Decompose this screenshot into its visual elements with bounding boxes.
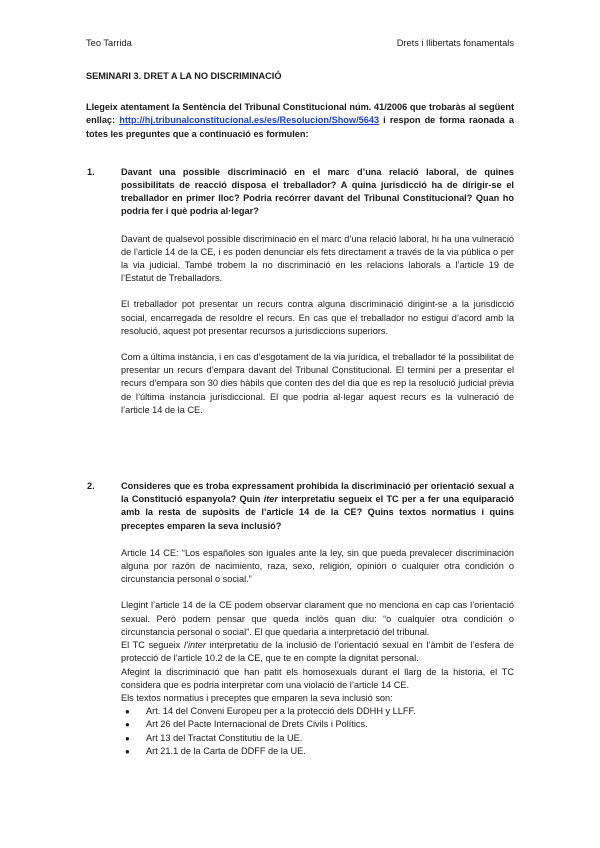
bullet-icon: ● bbox=[125, 746, 130, 756]
bullet-icon: ● bbox=[125, 720, 130, 730]
answer-paragraph: Com a última instància, i en cas d’esgotament de la via jurídica, el treballador té la possibilitat de presentar un recurs d’empara davant del Tribunal Constitucional. El termini per a presentar el recurs d’empara son 30 dies hàbils que conten des del dia que es rep la resolució judicial prèvia de l’última instancia jurisdiccional. El que podria al·legar aquest recurs es la vulneració de l’article 14 de la CE. bbox=[121, 352, 514, 415]
header-author: Teo Tarrida bbox=[86, 38, 132, 48]
header-course: Drets i llibertats fonamentals bbox=[396, 38, 514, 48]
answer-2 bbox=[121, 547, 514, 758]
answer-paragraph: El treballador pot presentar un recurs contra alguna discriminació dirigint-se a la jurisdicció social, encarregada de resoldre el recurs. En cas que el treballador no estigui d’acord amb la resolució, aquest pot presentar recursos a jurisdiccions superiors. bbox=[121, 299, 514, 336]
answer-paragraph: Afegint la discriminació que han patit els homosexuals durant el llarg de la historia, el TC considera que es podria interpretar com una violació de l’article 14 CE. bbox=[121, 666, 514, 690]
list-item bbox=[125, 705, 514, 718]
answer-paragraph: Davant de qualsevol possible discriminació en el marc d’una relació laboral, hi ha una vulneració de l’article 14 de la CE, i es poden denunciar els fets directament a través de la via pública o per la via judicial. També trobem la no discriminació en les relacions laborals a l’article 19 de l’Estatut de Treballadors. bbox=[121, 233, 514, 284]
question-1 bbox=[86, 166, 514, 219]
intro-text-before: Llegeix atentament la Sentència del Tribunal Constitucional núm. 41/2006 que trobaràs al següent enllaç: bbox=[86, 102, 514, 126]
question-number: 2. bbox=[87, 481, 95, 492]
constitution-quote: Article 14 CE: “Los españoles son iguales ante la ley, sin que pueda prevalecer discriminación alguna por razón de nacimiento, raza, sexo, religión, opinión o cualquier otra condición o circunstancia personal o social.” bbox=[121, 547, 514, 585]
list-item-text: Art 21.1 de la Carta de DDFF de la UE. bbox=[146, 745, 306, 756]
section-spacer bbox=[86, 417, 514, 455]
question-2 bbox=[86, 480, 514, 533]
answer-paragraph bbox=[121, 639, 514, 665]
question-text-part: interpretatiu segueix el TC per a fer una equiparació amb la resta de supòsits de l’article 14 de la CE? Quins textos normatius i quins preceptes emparen la seva inclusió? bbox=[121, 494, 514, 531]
question-text bbox=[121, 480, 514, 533]
bullet-icon: ● bbox=[125, 733, 130, 743]
page-header bbox=[86, 38, 514, 52]
answer-text-part: interpretatiu de la inclusió de l’orientació sexual en l’àmbit de l’esfera de protecció de l’article 10.2 de la CE, que te en compte la dignitat personal. bbox=[121, 640, 514, 664]
resolution-link[interactable]: http://hj.tribunalconstitucional.es/es/Resolucion/Show/5643 bbox=[119, 115, 380, 126]
answer-text-italic: l’inter bbox=[183, 640, 206, 651]
question-text-part: Consideres que es troba expressament prohibida la discriminació per orientació sexual a la Constitució espanyola? Quin bbox=[121, 481, 514, 505]
answer-paragraph: Els textos normatius i preceptes que emparen la seva inclusió son: bbox=[121, 692, 393, 703]
question-number: 1. bbox=[87, 166, 95, 177]
question-text-italic: iter bbox=[263, 494, 278, 505]
answer-1 bbox=[121, 233, 514, 417]
list-item-text: Art 26 del Pacte Internacional de Drets Civils i Polítics. bbox=[146, 719, 368, 730]
list-item bbox=[125, 745, 514, 758]
document-body bbox=[86, 70, 514, 758]
intro-text-after: i respon de forma raonada a totes les preguntes que a continuació es formulen: bbox=[86, 115, 514, 139]
list-item-text: Art 13 del Tractat Constitutiu de la UE. bbox=[146, 732, 303, 743]
question-text: Davant una possible discriminació en el marc d’una relació laboral, de quines possibilitats de reacció disposa el treballador? A quina jurisdicció ha de dirigir-se el treballador en primer lloc? Podria recórrer davant del Tribunal Constitucional? Quan ho podria fer i què podria al·legar? bbox=[121, 166, 514, 217]
list-item bbox=[125, 718, 514, 731]
list-item-text: Art. 14 del Conveni Europeu per a la protecció dels DDHH y LLFF. bbox=[146, 706, 416, 717]
intro-paragraph bbox=[86, 101, 514, 141]
bullet-icon: ● bbox=[125, 707, 130, 717]
list-item bbox=[125, 732, 514, 745]
legal-texts-list bbox=[121, 705, 514, 758]
answer-text-part: El TC segueix bbox=[121, 640, 184, 651]
seminar-title: SEMINARI 3. DRET A LA NO DISCRIMINACIÓ bbox=[86, 71, 282, 81]
answer-paragraph: Llegint l’article 14 de la CE podem observar clarament que no menciona en cap cas l’orientació sexual. Però podem pensar que queda inclòs quan diu: “o cualquier otra condición o circunstancia personal o social”. El que quedaria a interpretació del tribunal. bbox=[121, 600, 514, 637]
